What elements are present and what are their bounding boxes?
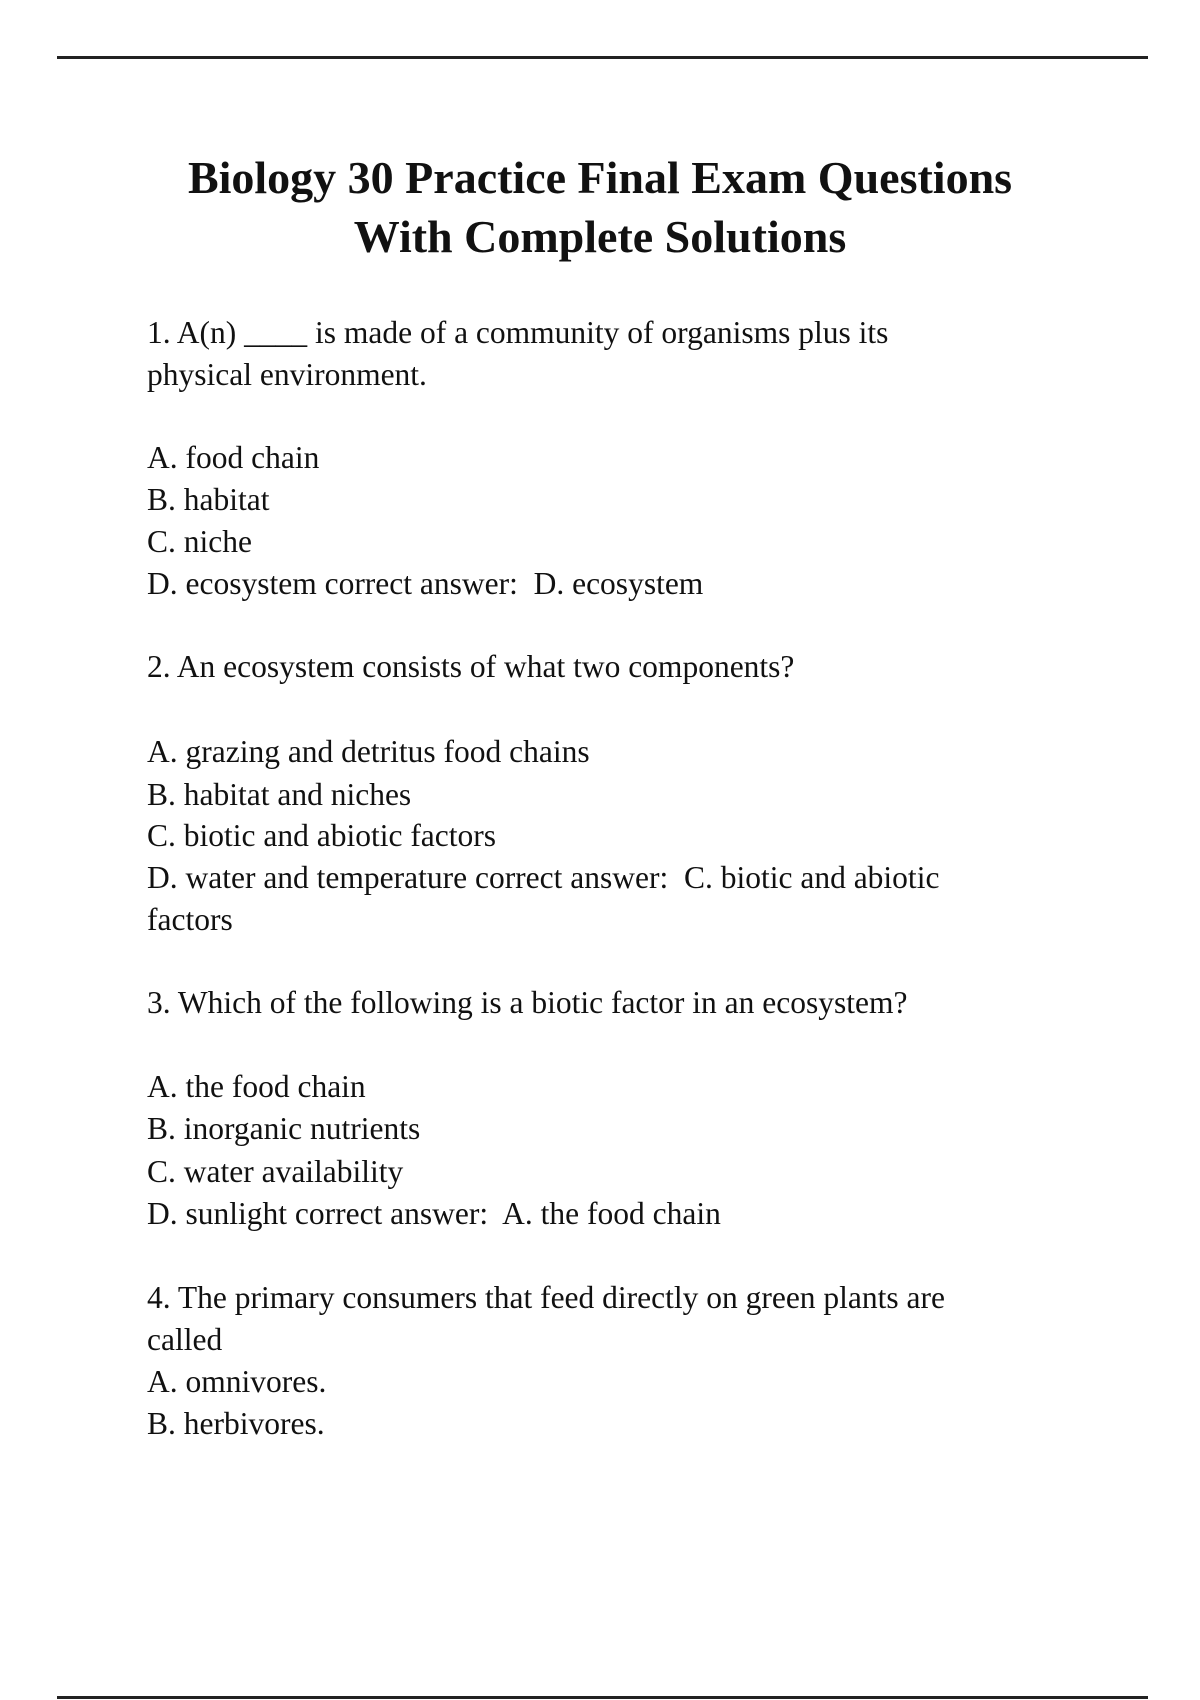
top-rule (57, 56, 1148, 59)
question-2-answer-cont: factors (147, 902, 233, 937)
question-1-option-b: B. habitat (147, 482, 270, 517)
question-1-option-a: A. food chain (147, 440, 320, 475)
question-1-text-cont: physical environment. (147, 357, 427, 392)
question-4-option-a: A. omnivores. (147, 1364, 327, 1399)
question-1-option-d-answer: D. ecosystem correct answer: D. ecosystem (147, 566, 704, 601)
question-1-option-c: C. niche (147, 524, 252, 559)
question-3-option-d-answer: D. sunlight correct answer: A. the food chain (147, 1196, 721, 1231)
question-4-option-b: B. herbivores. (147, 1406, 325, 1441)
question-3-option-c: C. water availability (147, 1154, 404, 1189)
question-2-option-c: C. biotic and abiotic factors (147, 818, 497, 853)
question-1-text: 1. A(n) ____ is made of a community of organisms plus its (147, 315, 889, 350)
question-3-option-a: A. the food chain (147, 1069, 366, 1104)
question-2-option-a: A. grazing and detritus food chains (147, 734, 590, 769)
question-3-text: 3. Which of the following is a biotic factor in an ecosystem? (147, 985, 908, 1020)
bottom-rule (57, 1696, 1148, 1699)
question-2-option-b: B. habitat and niches (147, 777, 412, 812)
question-2-option-d-answer: D. water and temperature correct answer: C. biotic and abiotic (147, 860, 940, 895)
question-2-text: 2. An ecosystem consists of what two components? (147, 649, 795, 684)
question-4-text-cont: called (147, 1322, 223, 1357)
page-title-line-2: With Complete Solutions (353, 211, 847, 262)
question-3-option-b: B. inorganic nutrients (147, 1111, 421, 1146)
page-title-line-1: Biology 30 Practice Final Exam Questions (187, 152, 1013, 203)
question-4-text: 4. The primary consumers that feed directly on green plants are (147, 1280, 946, 1315)
